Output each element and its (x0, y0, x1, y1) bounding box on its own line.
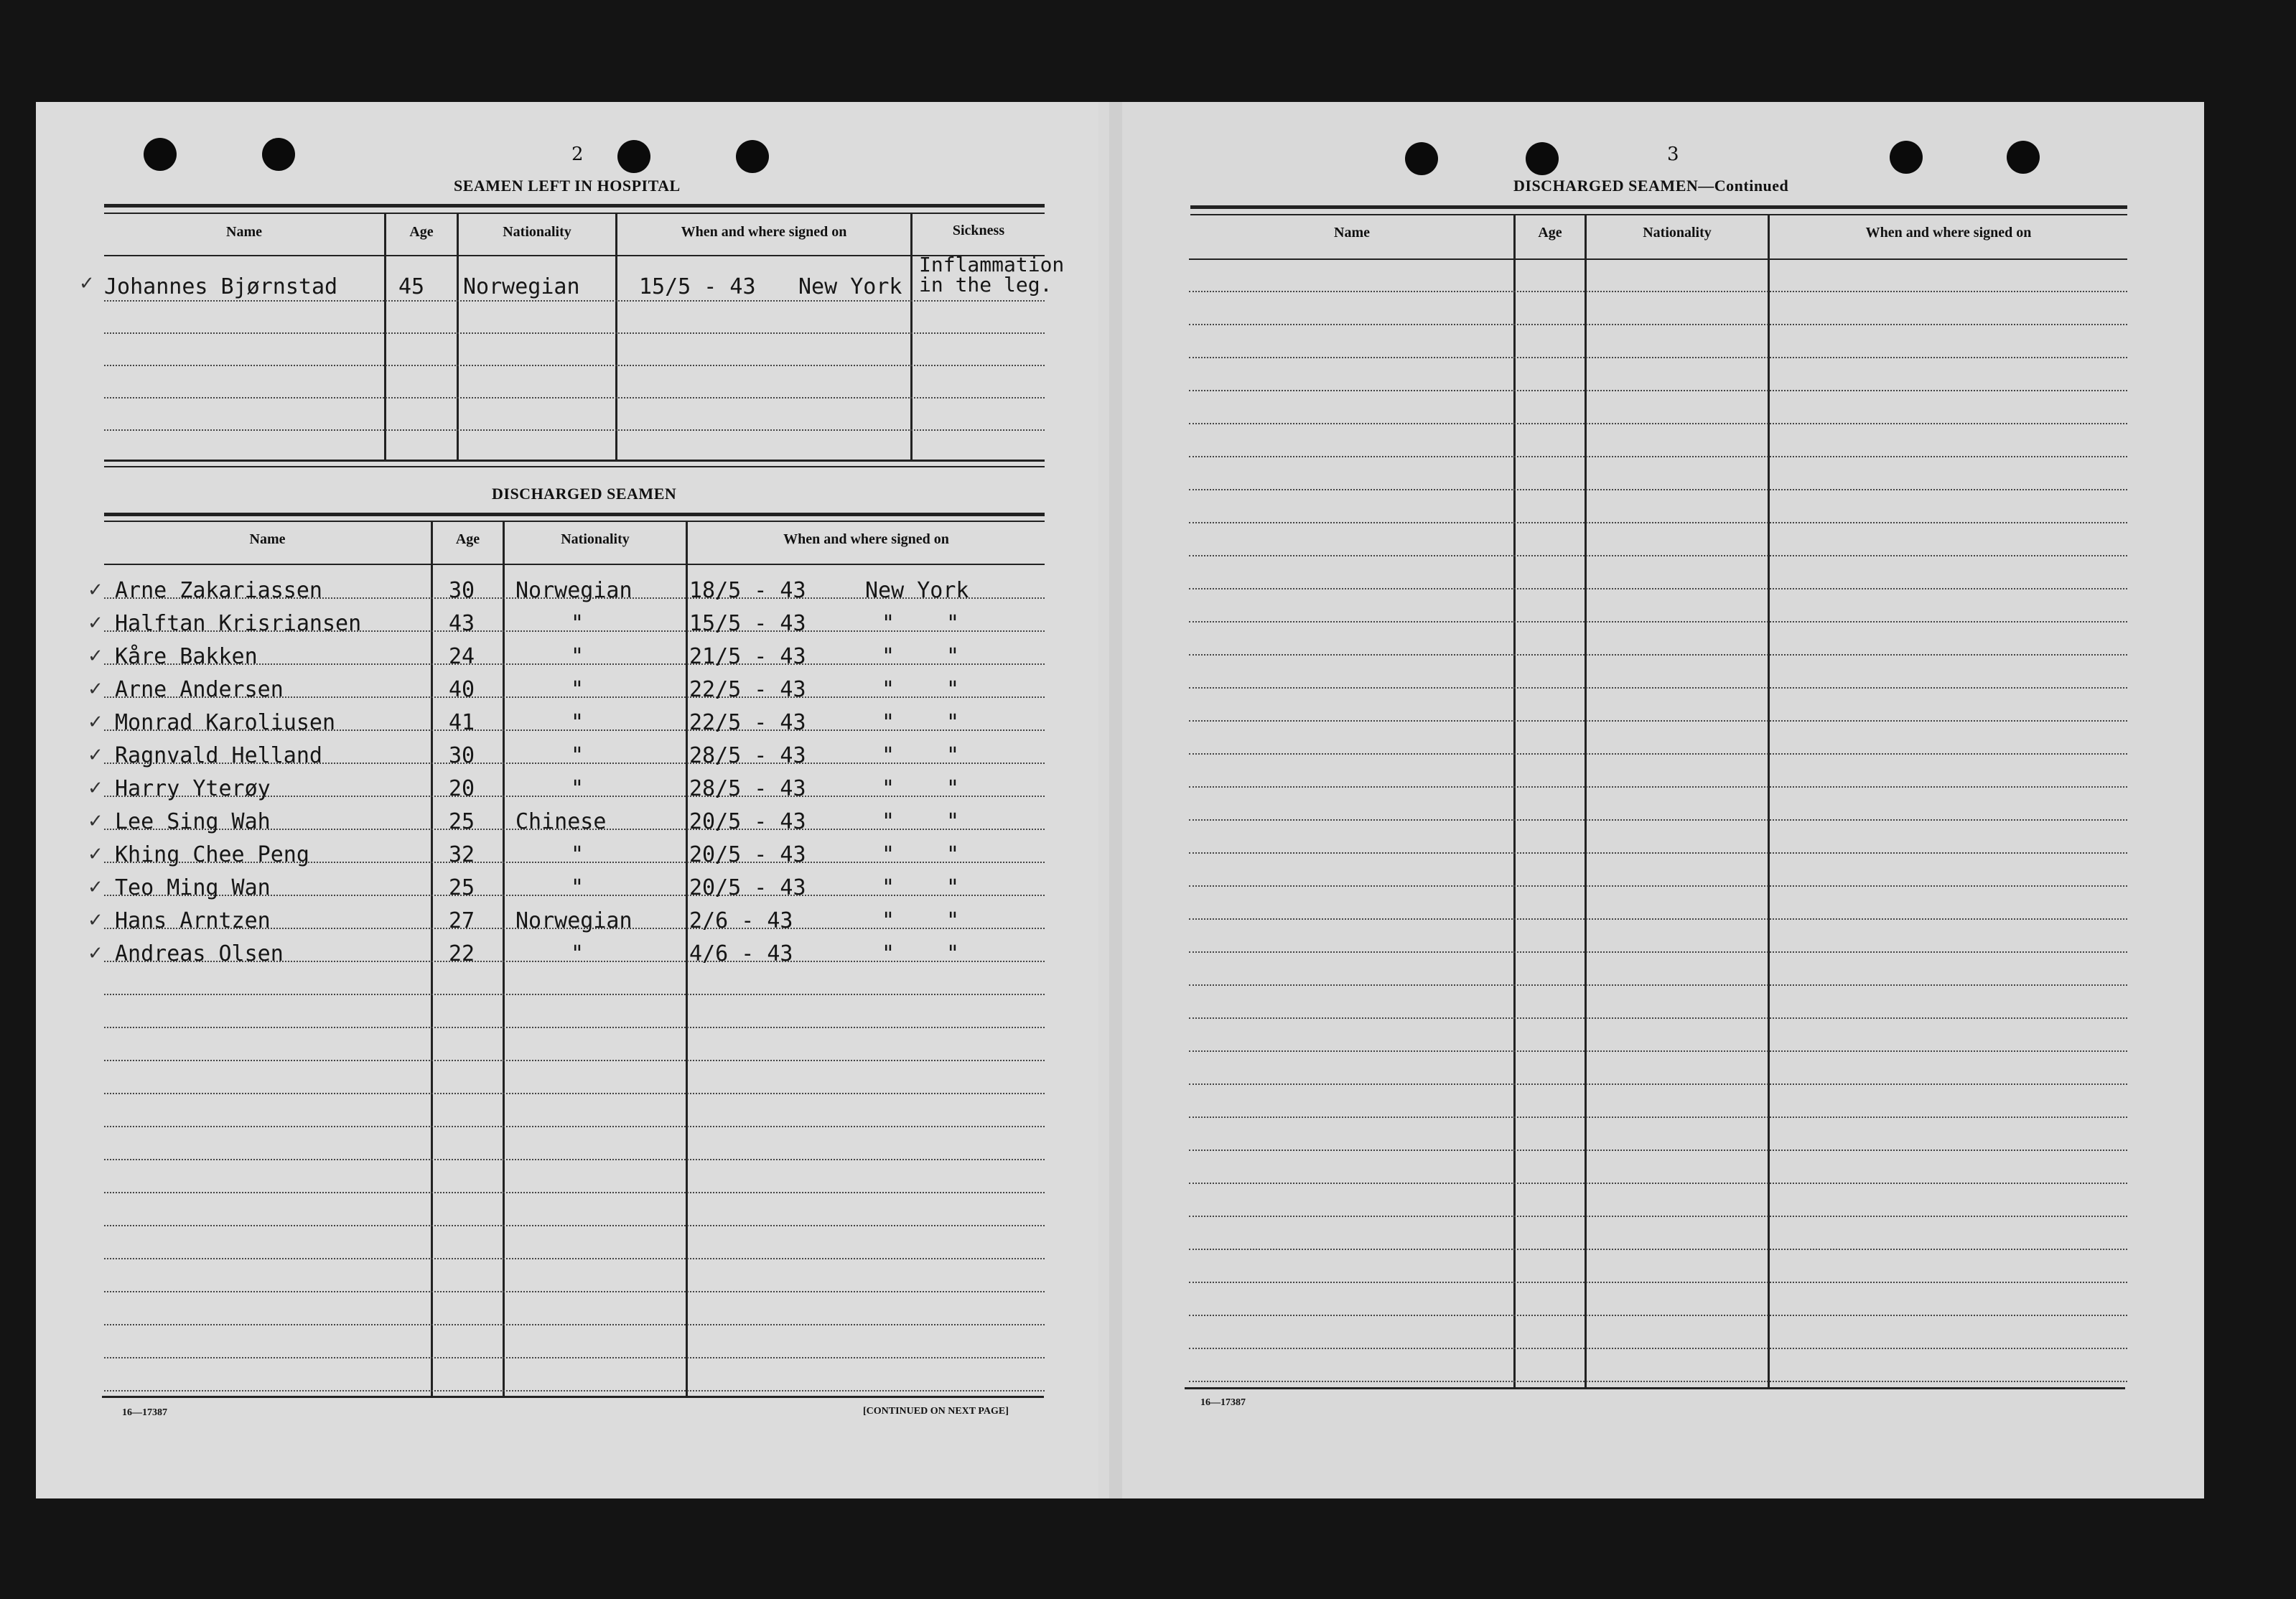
signed-on-place-ditto: " (946, 710, 960, 735)
table-bottom-rule (104, 466, 1045, 467)
column-divider (686, 521, 688, 1397)
seaman-nationality: " (571, 710, 584, 735)
punch-hole-icon (144, 138, 177, 171)
ruled-line (1189, 291, 2127, 292)
signed-on-date: 2/6 - 43 (689, 908, 793, 933)
signed-on-date: 20/5 - 43 (689, 875, 806, 900)
header-nationality: Nationality (1643, 225, 1712, 241)
seaman-age: 25 (449, 809, 475, 834)
ruled-line (104, 1225, 1045, 1226)
page-number: 3 (1667, 144, 1679, 165)
signed-on-date: 22/5 - 43 (689, 710, 806, 735)
seaman-age: 41 (449, 710, 475, 735)
punch-hole-icon (1526, 142, 1559, 175)
seaman-age: 24 (449, 644, 475, 669)
check-mark-icon: ✓ (88, 943, 103, 964)
seaman-name: Arne Zakariassen (115, 578, 322, 603)
signed-on-date: 18/5 - 43 (689, 578, 806, 603)
header-age: Age (455, 531, 480, 547)
seaman-age: 20 (449, 776, 475, 801)
header-signed-on: When and where signed on (783, 531, 949, 547)
ruled-line (1189, 1216, 2127, 1217)
punch-hole-icon (617, 140, 650, 173)
ruled-line (104, 429, 1045, 431)
signed-on-place-ditto: " (946, 743, 960, 768)
ruled-line (104, 332, 1045, 334)
header-rule (104, 564, 1045, 565)
ruled-line (1189, 951, 2127, 953)
header-name: Name (226, 224, 262, 240)
seaman-nationality: " (571, 644, 584, 669)
ruled-line (1189, 1348, 2127, 1349)
seaman-age: 32 (449, 842, 475, 867)
seaman-nationality: " (571, 842, 584, 867)
discharged-section-title: DISCHARGED SEAMEN (492, 485, 677, 503)
hospital-section-title: SEAMEN LEFT IN HOSPITAL (454, 177, 681, 195)
signed-on-place-ditto: " (946, 809, 960, 834)
header-signed-on: When and where signed on (1865, 225, 2032, 241)
ruled-line (104, 1060, 1045, 1061)
check-mark-icon: ✓ (88, 679, 103, 700)
table-top-rule (1190, 205, 2127, 209)
page-number: 2 (571, 144, 584, 165)
ruled-line (1189, 456, 2127, 457)
seaman-age: 30 (449, 578, 475, 603)
seaman-nationality: " (571, 875, 584, 900)
signed-on-place: " (882, 842, 895, 867)
ruled-line (1189, 687, 2127, 689)
column-divider (431, 521, 433, 1397)
ruled-line (104, 1192, 1045, 1193)
column-divider (384, 213, 386, 460)
check-mark-icon: ✓ (88, 877, 103, 898)
header-age: Age (409, 224, 434, 240)
ruled-line (1189, 720, 2127, 722)
signed-on-date: 22/5 - 43 (689, 677, 806, 702)
signed-on-place-ditto: " (946, 677, 960, 702)
signed-on-place-ditto: " (946, 842, 960, 867)
form-code: 16—17387 (1200, 1397, 1246, 1408)
ruled-line (104, 1357, 1045, 1358)
ruled-line (104, 300, 1045, 302)
table-bottom-rule (1185, 1387, 2125, 1389)
ruled-line (1189, 555, 2127, 556)
header-sickness: Sickness (952, 223, 1005, 238)
seaman-age: 27 (449, 908, 475, 933)
ruled-line (1189, 423, 2127, 424)
header-rule (104, 255, 1045, 256)
hospital-age: 45 (398, 274, 425, 299)
signed-on-place-ditto: " (946, 611, 960, 636)
seaman-nationality: Norwegian (515, 578, 633, 603)
seaman-nationality: " (571, 776, 584, 801)
table-top-rule (104, 213, 1045, 214)
continued-note: [CONTINUED ON NEXT PAGE] (863, 1406, 1009, 1417)
check-mark-icon: ✓ (88, 745, 103, 766)
right-page (1098, 102, 2204, 1498)
column-divider (457, 213, 459, 460)
ruled-line (1189, 522, 2127, 523)
ruled-line (1189, 753, 2127, 755)
check-mark-icon: ✓ (88, 778, 103, 799)
column-divider (503, 521, 505, 1397)
hospital-sickness-line2: in the leg. (919, 273, 1053, 297)
check-mark-icon: ✓ (88, 712, 103, 733)
seaman-age: 40 (449, 677, 475, 702)
seaman-name: Teo Ming Wan (115, 875, 271, 900)
ruled-line (1189, 1315, 2127, 1316)
check-mark-icon: ✓ (88, 910, 103, 931)
ruled-line (104, 397, 1045, 398)
check-mark-icon: ✓ (79, 273, 95, 294)
ruled-line (1189, 357, 2127, 358)
ruled-line (1189, 1017, 2127, 1019)
signed-on-place-ditto: " (946, 776, 960, 801)
signed-on-place: " (882, 611, 895, 636)
punch-hole-icon (262, 138, 295, 171)
ruled-line (104, 1324, 1045, 1325)
punch-hole-icon (1405, 142, 1438, 175)
seaman-nationality: Chinese (515, 809, 607, 834)
check-mark-icon: ✓ (88, 811, 103, 832)
signed-on-place: " (882, 776, 895, 801)
signed-on-place-ditto: " (946, 875, 960, 900)
ruled-line (104, 994, 1045, 995)
seaman-name: Monrad Karoliusen (115, 710, 336, 735)
punch-hole-icon (1890, 141, 1923, 174)
seaman-nationality: " (571, 611, 584, 636)
signed-on-date: 4/6 - 43 (689, 941, 793, 966)
table-top-rule (104, 204, 1045, 208)
table-bottom-rule (104, 460, 1045, 462)
signed-on-place-ditto: " (946, 941, 960, 966)
seaman-age: 30 (449, 743, 475, 768)
signed-on-place-ditto: " (946, 908, 960, 933)
ruled-line (1189, 489, 2127, 490)
ruled-line (1189, 324, 2127, 325)
signed-on-place: New York (865, 578, 969, 603)
punch-hole-icon (736, 140, 769, 173)
seaman-name: Harry Yterøy (115, 776, 271, 801)
signed-on-place: " (882, 875, 895, 900)
header-name: Name (249, 531, 286, 547)
ruled-line (104, 1126, 1045, 1127)
table-top-rule (104, 513, 1045, 516)
signed-on-date: 20/5 - 43 (689, 809, 806, 834)
ruled-line (1189, 390, 2127, 391)
hospital-sickness-line1: Inflammation (919, 253, 1065, 276)
form-code: 16—17387 (122, 1407, 167, 1418)
seaman-nationality: " (571, 941, 584, 966)
header-name: Name (1334, 225, 1370, 241)
ruled-line (1189, 1083, 2127, 1085)
signed-on-place: " (882, 809, 895, 834)
header-nationality: Nationality (561, 531, 630, 547)
ruled-line (1189, 1150, 2127, 1151)
ruled-line (1189, 1381, 2127, 1382)
header-rule (1189, 258, 2127, 260)
header-nationality: Nationality (503, 224, 571, 240)
check-mark-icon: ✓ (88, 579, 103, 601)
ruled-line (1189, 819, 2127, 821)
seaman-nationality: " (571, 743, 584, 768)
ruled-line (1189, 588, 2127, 589)
hospital-date: 15/5 - 43 (639, 274, 756, 299)
check-mark-icon: ✓ (88, 645, 103, 667)
ruled-line (104, 1390, 1045, 1391)
seaman-name: Halftan Krisriansen (115, 611, 362, 636)
ruled-line (1189, 1116, 2127, 1118)
seaman-nationality: Norwegian (515, 908, 633, 933)
hospital-place: New York (798, 274, 902, 299)
hospital-name: Johannes Bjørnstad (104, 274, 338, 299)
ruled-line (104, 1027, 1045, 1028)
signed-on-date: 28/5 - 43 (689, 743, 806, 768)
header-signed-on: When and where signed on (681, 224, 847, 240)
table-top-rule (104, 521, 1045, 522)
seaman-name: Arne Andersen (115, 677, 284, 702)
table-bottom-rule (102, 1396, 1044, 1398)
ruled-line (1189, 852, 2127, 854)
ruled-line (1189, 786, 2127, 788)
seaman-name: Andreas Olsen (115, 941, 284, 966)
signed-on-date: 15/5 - 43 (689, 611, 806, 636)
header-age: Age (1538, 225, 1562, 241)
ruled-line (104, 365, 1045, 366)
signed-on-date: 21/5 - 43 (689, 644, 806, 669)
signed-on-place: " (882, 644, 895, 669)
table-top-rule (1190, 214, 2127, 215)
seaman-name: Hans Arntzen (115, 908, 271, 933)
signed-on-place: " (882, 941, 895, 966)
right-section-title: DISCHARGED SEAMEN—Continued (1513, 177, 1789, 195)
signed-on-place: " (882, 710, 895, 735)
seaman-age: 43 (449, 611, 475, 636)
signed-on-place: " (882, 743, 895, 768)
ruled-line (104, 1258, 1045, 1259)
hospital-nationality: Norwegian (463, 274, 580, 299)
seaman-name: Khing Chee Peng (115, 842, 309, 867)
column-divider (910, 213, 913, 460)
ruled-line (1189, 621, 2127, 623)
ruled-line (1189, 984, 2127, 986)
ruled-line (104, 1093, 1045, 1094)
ruled-line (1189, 1282, 2127, 1283)
check-mark-icon: ✓ (88, 844, 103, 865)
ruled-line (104, 1159, 1045, 1160)
ruled-line (1189, 654, 2127, 656)
ruled-line (1189, 1249, 2127, 1250)
seaman-age: 25 (449, 875, 475, 900)
signed-on-date: 20/5 - 43 (689, 842, 806, 867)
signed-on-place: " (882, 908, 895, 933)
ruled-line (1189, 1050, 2127, 1052)
seaman-nationality: " (571, 677, 584, 702)
seaman-name: Kåre Bakken (115, 644, 258, 669)
signed-on-place-ditto: " (946, 644, 960, 669)
signed-on-date: 28/5 - 43 (689, 776, 806, 801)
seaman-name: Ragnvald Helland (115, 743, 322, 768)
ruled-line (104, 1291, 1045, 1292)
ruled-line (1189, 885, 2127, 887)
seaman-name: Lee Sing Wah (115, 809, 271, 834)
signed-on-place: " (882, 677, 895, 702)
seaman-age: 22 (449, 941, 475, 966)
ruled-line (1189, 918, 2127, 920)
punch-hole-icon (2007, 141, 2040, 174)
page-fold (1109, 102, 1122, 1498)
check-mark-icon: ✓ (88, 612, 103, 634)
ruled-line (1189, 1183, 2127, 1184)
column-divider (615, 213, 617, 460)
